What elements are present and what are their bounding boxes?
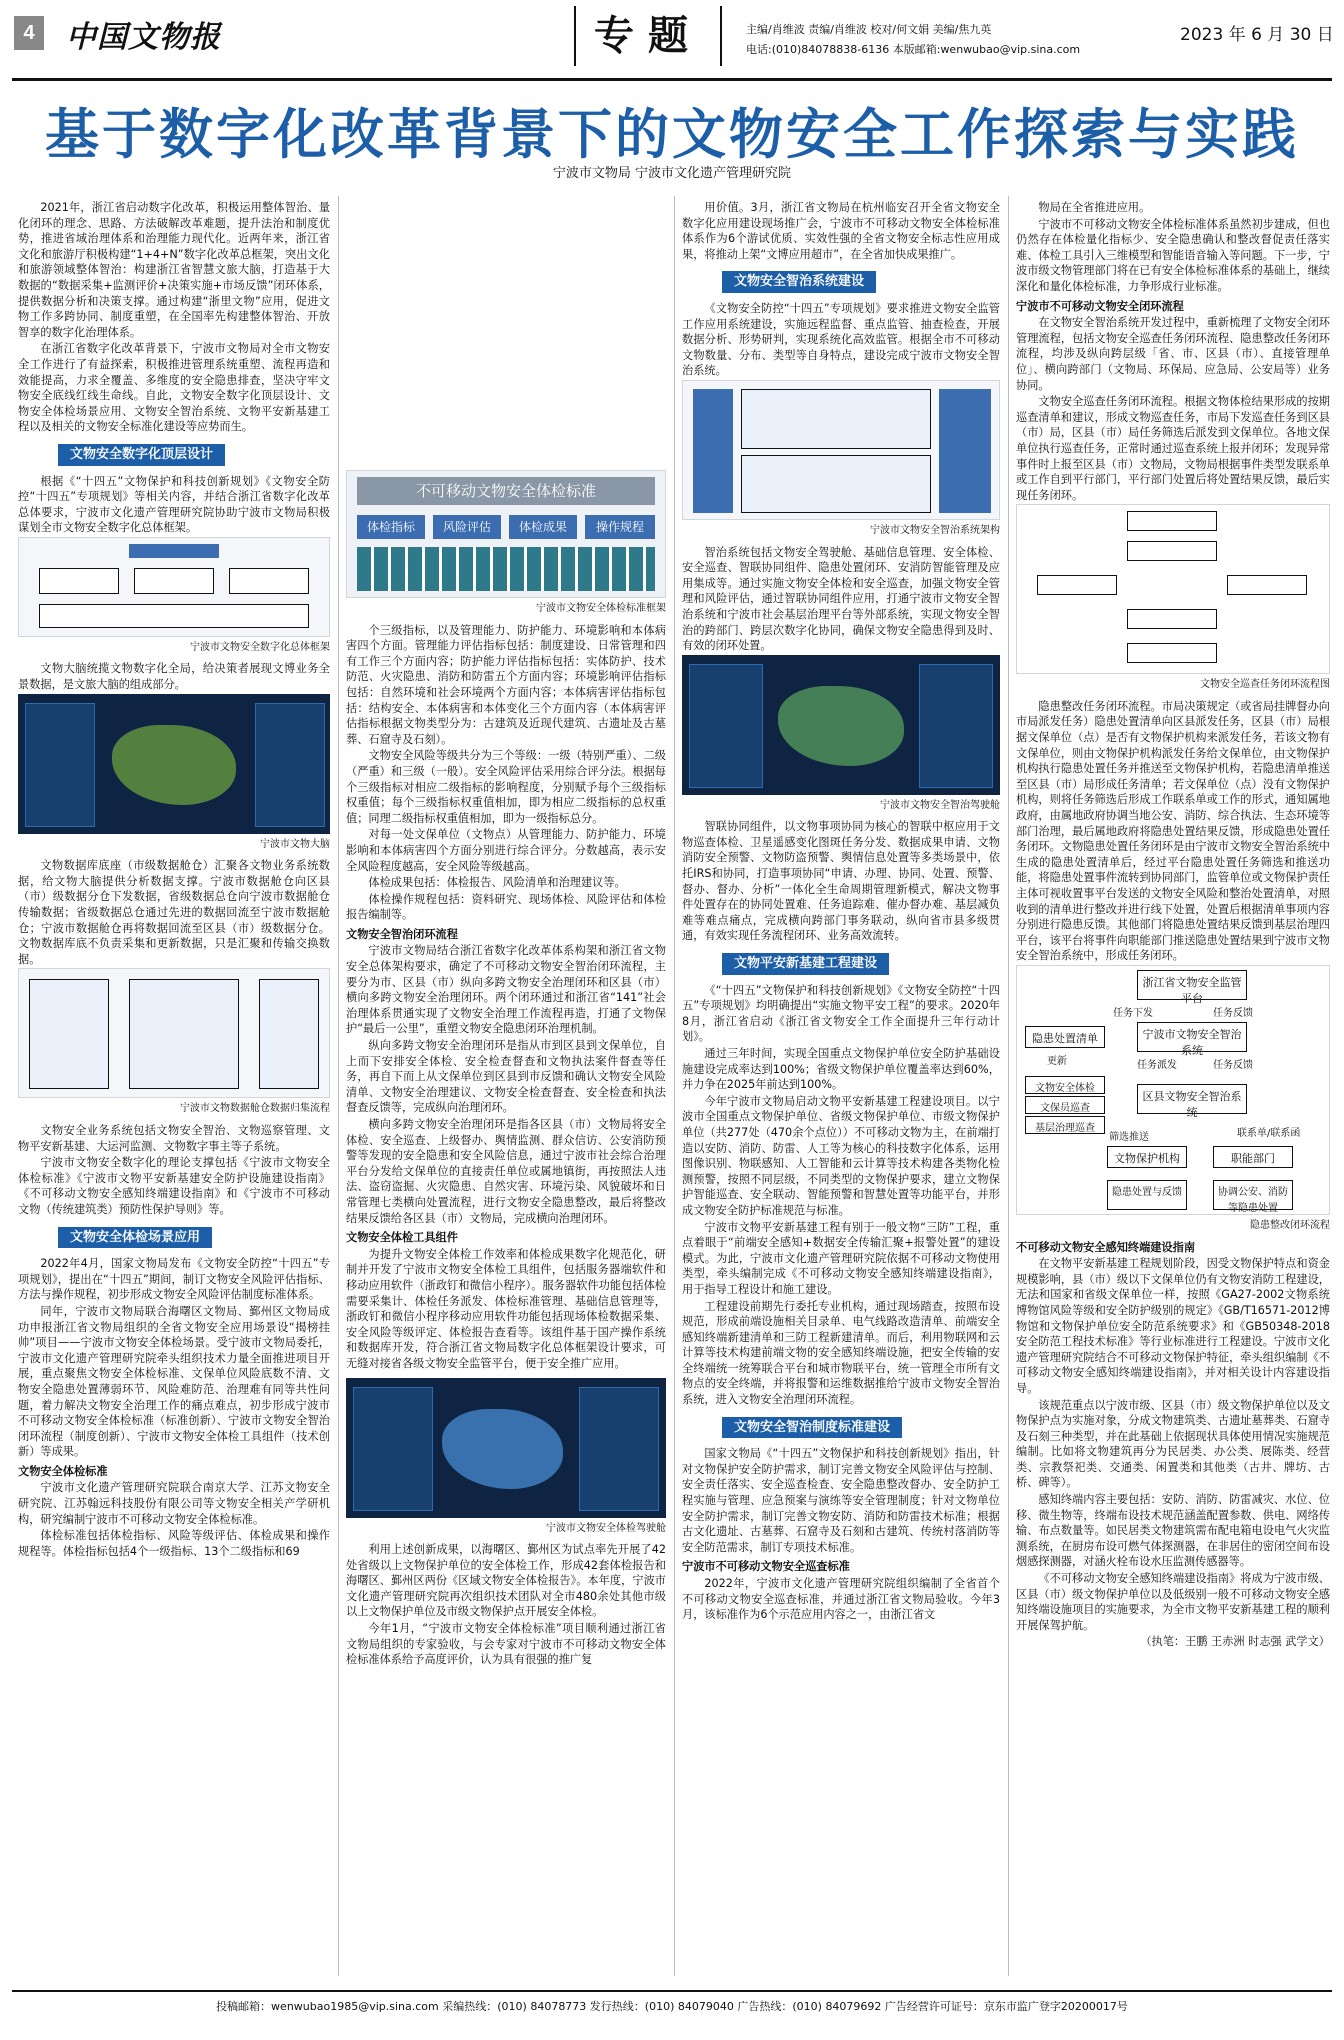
paragraph: 在文物平安新基建工程规划阶段，因受文物保护特点和资金规模影响，县（市）级以下文保单位仍有文物安消防工程建设，无法和国家和省级文保单位一样，按照《GA27-2002文物系统博物馆风险等级和安全防护级别的规定》《GB/T16571-2012博物馆和文物保护单位安全防范系统要求》和《GB50348-2018安全防范工程技术标准》等行业标准进行工程建设。宁波市文化遗产管理研究院结合不可移动文物保护特征，牵头组织编制《不可移动文物安全感知终端建设指南》，并对相关设计内容建设指导。 bbox=[1016, 1257, 1330, 1395]
section-heading: 文物安全智治制度标准建设 bbox=[722, 1417, 902, 1439]
flow-node: 基层治理巡查 bbox=[1025, 1116, 1105, 1134]
flow-node: 隐患处置与反馈 bbox=[1107, 1180, 1187, 1210]
framework-diagram-figure bbox=[18, 537, 330, 637]
paragraph: 个三级指标，以及管理能力、防护能力、环境影响和本体病害四个方面。管理能力评估指标包括：制度建设、日常管理和四有工作三个方面内容；防护能力评估指标包括：实体防护、技术防范、火灾隐患、消防和防雷五个方面内容；环境影响评估指标包括：自然环境和社会环境两个方面内容；本体病害评估指标包括：结构安全、本体病害和本体变化三个方面内容（本体病害评估指标根据文物类型分为：古建筑及近现代建筑、古遗址及古墓葬、石窟寺及石刻）。 bbox=[346, 623, 666, 746]
footer-contact: 投稿邮箱：wenwubao1985@vip.sina.com 采编热线：(010) 84078773 发行热线：(010) 84079040 广告热线：(010) 84079692 广告经营许可证号：京东市监广登字20200017号 bbox=[216, 2000, 1128, 2013]
paragraph: 通过三年时间，实现全国重点文物保护单位安全防护基础设施建设完成率达到100%；省级文物保护单位覆盖率达到60%，并力争在2025年前达到100%。 bbox=[682, 1047, 1000, 1092]
flow-node: 宁波市文物安全智治系统 bbox=[1137, 1022, 1247, 1052]
paragraph: 该规范重点以宁波市级、区县（市）级文物保护单位以及文物保护点为实施对象，分成文物建筑类、古遗址墓葬类、石窟寺及石刻三种类型，并在此基础上依据现状具体使用情况实施规范编制。比如将文物建筑再分为民居类、办公类、展陈类、经营类、宗教祭祀类、交通类、闲置类和其他类（古井、牌坊、古桥、碑等）。 bbox=[1016, 1398, 1330, 1490]
paragraph: 宁波市文物安全数字化的理论支撑包括《宁波市文物安全体检标准》《宁波市文物平安新基建安全防护设施建设指南》《不可移动文物安全感知终端建设指南》和《宁波市不可移动文物（传统建筑类）预防性保护导则》等。 bbox=[18, 1156, 330, 1216]
subheading: 文物安全体检标准 bbox=[18, 1464, 108, 1478]
paragraph: 2021年，浙江省启动数字化改革，积极运用整体智治、量化闭环的理念、思路、方法破解改革难题，提升法治和制度优势，推进省域治理体系和治理能力现代化。近两年来，浙江省文化和旅游厅积极构建“1+4+N”数字化改革总框架，突出文化和旅游领域整体智治：构建浙江省智慧文旅大脑，打造基于大数据的“数据采集+监测评价+决策实施+市场反馈”闭环体系，提供数据分析和决策支撑。通过构建“浙里文物”应用，促进文物工作多跨协同、制度重塑，在全国率先构建整体智治、开放智享的数字化治理体系。 bbox=[18, 201, 330, 339]
section-heading: 文物平安新基建工程建设 bbox=[722, 953, 889, 975]
flow-node: 区县文物安全智治系统 bbox=[1137, 1084, 1247, 1114]
flow-label: 任务下发 bbox=[1113, 1007, 1153, 1019]
paragraph: 文物大脑统揽文物数字化全局，给决策者展现文博业务全景数据，是文旅大脑的组成部分。 bbox=[18, 662, 330, 692]
data-warehouse-flow-figure bbox=[18, 968, 330, 1098]
column-3 bbox=[682, 200, 1000, 1980]
subheading: 文物安全智治闭环流程 bbox=[346, 927, 458, 941]
flow-label: 筛选推送 bbox=[1109, 1131, 1149, 1143]
paragraph: 体检标准包括体检指标、风险等级评估、体检成果和操作规程等。体检指标包括4个一级指标、13个二级指标和69 bbox=[18, 1529, 330, 1558]
paragraph: 用价值。3月，浙江省文物局在杭州临安召开全省文物安全数字化应用建设现场推广会，宁波市不可移动文物安全体检标准体系作为6个游试优质、实效性强的全省文物安全标志性应用成果，将推动上架“文博应用超市”，在全省加快成果推广。 bbox=[682, 201, 1000, 261]
contact-line: 电话:(010)84078838-6136 本版邮箱:wenwubao@vip.sina.com bbox=[746, 43, 1081, 56]
paragraph: 宁波市文物平安新基建工程有别于一般文物“三防”工程，重点着眼于“前端安全感知+数据安全传输汇聚+报警处置”的建设模式。为此，宁波市文化遗产管理研究院依据不可移动文物使用类型，牵头编制完成《不可移动文物安全感知终端建设指南》，用于指导工程设计和施工建设。 bbox=[682, 1220, 1000, 1296]
column-4 bbox=[1016, 200, 1330, 1980]
paragraph: 纵向多跨文物安全治理闭环是指从市到区县到文保单位，自上而下安排安全体检、安全检查督查和文物执法案件督查等任务，再自下而上从文保单位到区县到市反馈和确认文物安全风险清单、文物安全治理建议、文物安全检查督查、安全检查和执法督查反馈等，完成纵向治理闭环。 bbox=[346, 1039, 666, 1115]
figure-caption: 宁波市文物安全智治系统架构 bbox=[870, 524, 1000, 536]
paragraph: 智治系统包括文物安全驾驶舱、基础信息管理、安全体检、安全巡查、智联协同组件、隐患处置闭环、安消防智能管理及应用集成等。通过实施文物安全体检和安全巡查，加强文物安全管理和风险评估，通过智联协同组件应用，打通宁波市文物安全智治系统和宁波市社会基层治理平台等外部系统，实现文物安全智治的跨部门、跨层次数字化协同，确保文物安全隐患得到及时、有效的闭环处置。 bbox=[682, 545, 1000, 653]
standard-box: 操作规程 bbox=[585, 515, 655, 539]
paragraph: 今年1月，“宁波市文物安全体检标准”项目顺利通过浙江省文物局组织的专家验收，与会专家对宁波市不可移动文物安全体检标准体系给予高度评价，认为具有很强的推广复 bbox=[346, 1622, 666, 1667]
flow-node: 文物安全体检 bbox=[1025, 1076, 1105, 1094]
flow-label: 任务反馈 bbox=[1213, 1007, 1253, 1019]
governance-cockpit-figure bbox=[682, 655, 1000, 795]
hazard-flow-figure bbox=[1016, 965, 1330, 1215]
section-heading: 文物安全数字化顶层设计 bbox=[58, 444, 225, 466]
paragraph: 宁波市文物局结合浙江省数字化改革体系构架和浙江省文物安全总体架构要求，确定了不可移动文物安全智治闭环流程，主要分为市、区县（市）纵向多跨文物安全治理闭环和区县（市）横向多跨文物安全治理闭环。两个闭环通过和浙江省“141”社会治理体系贯通实现了文物安全治理工作流程再造，打通了文物保护“最后一公里”，重塑文物安全隐患闭环治理机制。 bbox=[346, 944, 666, 1036]
paragraph: 为提升文物安全体检工作效率和体检成果数字化规范化，研制并开发了宁波市文物安全体检工具组件，包括服务器端软件和移动应用软件（浙政钉和微信小程序）。服务器软件功能包括体检需要采集计、体检任务派发、体检标准管理、基础信息管理等，浙政钉和微信小程序移动应用软件功能包括现场体检数据采集、安全风险等级评定、体检报告查看等。该组件基于国产操作系统和数据库开发，符合浙江省文物局数字化总体框架设计要求，可无缝对接省各级文物安全监管平台，便于安全推广应用。 bbox=[346, 1247, 666, 1370]
column-divider bbox=[338, 196, 339, 1976]
paragraph: 工程建设前期先行委托专业机构，通过现场踏查，按照布设规范，形成前端设施相关目录单、电气线路改造清单、前端安全感知终端新建清单和三防工程新建清单。而后，利用物联网和云计算等技术构建前端文物的安全感知终端设施，把安全传输的安全终端统一统筹联合平台和城市物联平台，统一管理全市所有文物点的安全终端，并将报警和运维数据推给宁波市文物安全智治系统，进入文物安全治理闭环流程。 bbox=[682, 1299, 1000, 1407]
paragraph: 体检操作规程包括：资料研究、现场体检、风险评估和体检报告编制等。 bbox=[346, 892, 666, 922]
paragraph: 利用上述创新成果，以海曙区、鄞州区为试点率先开展了42处省级以上文物保护单位的安全体检工作，形成42套体检报告和海曙区、鄞州区两份《区域文物安全体检报告》。本年度，宁波市文化遗产管理研究院再次组织技术团队对全市480余处其他市级以上文物保护单位及市级文物保护点开展安全体检。 bbox=[346, 1543, 666, 1619]
figure-caption: 宁波市文物安全数字化总体框架 bbox=[190, 641, 330, 653]
paragraph: 宁波市不可移动文物安全体检标准体系虽然初步建成，但也仍然存在体检量化指标少、安全隐患确认和整改督促责任落实难、体检工具引入三维模型和智能语音输入等问题。下一步，宁波市级文物管理部门将在已有安全体检标准体系的基础上，继续深化和量化体检标准，力争形成行业标准。 bbox=[1016, 217, 1330, 293]
flow-node: 浙江省文物安全监管平台 bbox=[1137, 970, 1247, 1000]
figure-caption: 宁波市文物安全体检标准框架 bbox=[536, 603, 666, 614]
page-number: 4 bbox=[14, 16, 44, 50]
column-divider bbox=[1008, 196, 1009, 1976]
flow-label: 联系单/联系函 bbox=[1237, 1127, 1301, 1139]
figure-caption: 宁波市文物大脑 bbox=[260, 838, 330, 850]
standard-box: 体检成果 bbox=[509, 515, 577, 539]
paragraph: 文物安全业务系统包括文物安全智治、文物巡察管理、文物平安新基建、大运河监测、文物数字事主等子系统。 bbox=[18, 1124, 330, 1153]
section-title: 专题 bbox=[574, 6, 722, 66]
newspaper-masthead: 中国文物报 bbox=[66, 20, 221, 55]
standard-box: 体检指标 bbox=[357, 515, 425, 539]
flow-node: 文保员巡查 bbox=[1025, 1096, 1105, 1114]
article-byline: 宁波市文物局 宁波市文化遗产管理研究院 bbox=[552, 166, 792, 181]
paragraph: 感知终端内容主要包括：安防、消防、防雷减灾、水位、位移、微生物等，终端布设技术规范涵盖配置参数、供电、网络传输、布点数量等。如民居类文物建筑需布配电箱电设电气火灾监测系统，在厨房布设可燃气体探测器，在非居住的密闭空间布设烟感探测器，对涵火栓布设水压监测传感器等。 bbox=[1016, 1493, 1330, 1569]
column-divider bbox=[674, 196, 675, 1976]
patrol-flow-figure bbox=[1016, 504, 1330, 674]
article-title: 基于数字化改革背景下的文物安全工作探索与实践 bbox=[45, 102, 1299, 166]
cultural-relics-brain-figure bbox=[18, 694, 330, 834]
paragraph: 对每一处文保单位（文物点）从管理能力、防护能力、环境影响和本体病害四个方面分别进行综合评分。分数越高，表示安全风险程度越高，安全风险等级越高。 bbox=[346, 828, 666, 873]
paragraph: 2022年4月，国家文物局发布《文物安全防控“十四五”专项规划》，提出在“十四五”期间，制订文物安全风险评估指标、方法与操作规程，初步形成文物安全风险评估制度标准体系。 bbox=[18, 1257, 330, 1302]
author-credit: （执笔：王鹏 王赤洲 时志强 武学文） bbox=[1140, 1635, 1330, 1649]
flow-label: 更新 bbox=[1047, 1055, 1067, 1067]
column-2 bbox=[346, 470, 666, 1980]
figure-caption: 隐患整改闭环流程 bbox=[1250, 1219, 1330, 1231]
section-heading: 文物安全智治系统建设 bbox=[722, 271, 876, 293]
header-rule bbox=[12, 78, 1332, 81]
flow-node: 文物保护机构 bbox=[1107, 1146, 1187, 1168]
flow-node: 协调公安、消防等隐患处置 bbox=[1213, 1180, 1293, 1210]
issue-date: 2023 年 6 月 30 日 bbox=[1180, 25, 1334, 45]
standard-box: 风险评估 bbox=[433, 515, 501, 539]
figure-caption: 宁波市文物数据舱仓数据归集流程 bbox=[180, 1103, 330, 1115]
editor-line: 主编/肖维波 责编/肖维波 校对/何文娟 美编/焦九英 bbox=[746, 23, 992, 36]
paragraph: 今年宁波市文物局启动文物平安新基建工程建设项目。以宁波市全国重点文物保护单位、省级文物保护单位、市级文物保护单位（共277处（470余个点位））不可移动文物为主，在前端打造以安防、消防、防雷、人工等为核心的科技数字化体系，运用图像识别、物联感知、人工智能和云计算等技术构建各类物化检测预警，按照不同层级，不同类型的文物保护要求，建立文物保护智能巡查、安全联动、智能预警和智慧处置等功能平台，并形成文物安全防护标准规范与标准。 bbox=[682, 1094, 1000, 1217]
figure-title: 不可移动文物安全体检标准 bbox=[357, 477, 655, 505]
paragraph: 国家文物局《“十四五”文物保护和科技创新规划》指出，针对文物保护安全防护需求，制订完善文物安全风险评估与控制、安全责任落实、安全巡查检查、安全隐患整改督办、安全防护工程实施与管理、应急预案与演练等安全管理制度；针对文物单位安全防护需求，制订完善文物安防、消防和防雷技术标准；根据古文化遗址、古墓葬、石窟寺及石刻和古建筑、传统村落消防等安全防范需求，制订专项技术标准。 bbox=[682, 1447, 1000, 1554]
subheading: 宁波市不可移动文物安全巡查标准 bbox=[682, 1560, 850, 1574]
subheading: 宁波市不可移动文物安全闭环流程 bbox=[1016, 299, 1184, 313]
flow-node: 隐患处置清单 bbox=[1025, 1026, 1105, 1048]
paragraph: 同年，宁波市文物局联合海曙区文物局、鄞州区文物局成功申报浙江省文物局组织的全省文物安全应用场景设“揭榜挂帅”项目——宁波市文物安全体检场景。受宁波市文物局委托，宁波市文化遗产管理研究院牵头组织技术力量全面推进项目开展，重点聚焦文物安全体检标准、文保单位风险底数不清、文物安全隐患处置薄弱环节、风险难防范、治理难有同等共性问题，着力解决文物安全治理工作的痛点难点，初步形成宁波市不可移动文物安全体检标准（标准创新）、宁波市文物安全智治闭环流程（制度创新）、宁波市文物安全体检工具组件（技术创新）等成果。 bbox=[18, 1304, 330, 1459]
flow-node: 职能部门 bbox=[1213, 1146, 1293, 1168]
paragraph: 《文物安全防控“十四五”专项规划》要求推进文物安全监管工作应用系统建设，实施远程监督、重点监管、抽查检查，开展数据分析、形势研判，实现系统化高效监管。根据全市不可移动文物数量、分布、类型等自身特点，建设完成宁波市文物安全智治系统。 bbox=[682, 301, 1000, 378]
footer-rule bbox=[12, 1990, 1332, 1992]
paragraph: 物局在全省推进应用。 bbox=[1038, 201, 1151, 214]
figure-caption: 宁波市文物安全智治驾驶舱 bbox=[880, 799, 1000, 811]
subheading: 不可移动文物安全感知终端建设指南 bbox=[1016, 1240, 1196, 1254]
section-heading: 文物安全体检场景应用 bbox=[58, 1227, 212, 1249]
paragraph: 《“十四五”文物保护和科技创新规划》《文物安全防控“十四五”专项规划》均明确提出“实施文物平安工程”的要求。2020年8月，浙江省启动《浙江省文物安全工作全面提升三年行动计划》。 bbox=[682, 983, 1000, 1044]
paragraph: 隐患整改任务闭环流程。市局决策规定（或省局挂牌督办向市局派发任务）隐患处置清单向区县派发任务，区县（市）局根据文保单位（点）是否有文物保护机构来派发任务，若该文物有文保单位，则由文物保护机构派发任务给文保单位，由文物保护机构执行隐患处置任务并推送至文物保护机构，若隐患清单推送至区县（市）局形成任务清单；若文保单位（点）没有文物保护机构，则将任务筛选后形成工作联系单或工作的形式，通知属地政府，由属地政府协调当地公安、消防、综合执法、生态环境等部门治理，最后属地政府将隐患处置结果反馈，形成隐患处置任务闭环。文物隐患处置任务闭环是由宁波市文物安全智治系统中生成的隐患处置清单后，经过平台隐患处置任务筛选和推送功能，将隐患处置事件流转到协同部门，监管单位或文物保护责任主体可视收置事平台发送的文物安全风险和整治处置清单，对照收到的清单进行整改并进行线下处置，处置后根据清单事项内容分别进行隐患反馈。其他部门将隐患处置结果反馈到基层治理四平台，该平台将事件向职能部门推送隐患处置结果到宁波市文物安全智治系统中，形成任务闭环。 bbox=[1016, 699, 1330, 963]
inspection-standard-figure bbox=[346, 470, 666, 598]
inspection-cockpit-figure bbox=[346, 1378, 666, 1518]
paragraph: 在文物安全智治系统开发过程中，重新梳理了文物安全闭环管理流程，包括文物安全巡查任务闭环流程、隐患整改任务闭环流程，均涉及纵向跨层级「省、市、区县（市）、直接管理单位」、横向跨部门（文物局、环保局、应急局、公安局等）业务协同。 bbox=[1016, 316, 1330, 392]
paragraph: 体检成果包括：体检报告、风险清单和治理建议等。 bbox=[368, 876, 626, 890]
paragraph: 横向多跨文物安全治理闭环是指各区县（市）文物局将安全体检、安全巡查、上级督办、舆情监测、群众信访、公安消防预警等发现的安全隐患和安全风险信息，通过宁波市社会综合治理平台分发给文保单位的直接责任单位或属地镇街，再按照法人违法、盗窃盗掘、火灾隐患、自然灾害、环境污染、风貌破坏和日常管理七类横向处置流程，进行文物安全隐患整改，最后将整改结果反馈给各区县（市）文物局，完成横向治理闭环。 bbox=[346, 1118, 666, 1225]
figure-caption: 宁波市文物安全体检驾驶舱 bbox=[546, 1522, 666, 1534]
paragraph: 智联协同组件，以文物事项协同为核心的智联中枢应用于文物巡查体检、卫星遥感变化图斑任务分发、数据成果申请、文物消防安全预警、文物防盗预警、舆情信息处置等多类场景中，依托IRS和协同，打造事项协同“申请、办理、协同、处置、预警、督办、督办、分析”一体化全生命周期管理新模式，解决文物事件处置存在的协同处置难、任务追踪难、催办督办难、基层减负难等难点痛点，完成横向跨部门事务联动，纵向省市县多级贯通，有效实现任务流程闭环、业务高效流转。 bbox=[682, 820, 1000, 943]
editor-info bbox=[746, 20, 1080, 60]
paragraph: 宁波市文化遗产管理研究院联合南京大学、江苏文物安全研究院、江苏翰远科技股份有限公司等文物安全相关产学研机构，研究编制宁波市不可移动文物安全体检标准。 bbox=[18, 1481, 330, 1526]
paragraph: 文物安全风险等级共分为三个等级：一级（特别严重）、二级（严重）和三级（一般）。安全风险评估采用综合评分法。根据每个三级指标对相应二级指标的影响程度，分别赋予每个三级指标权重值；每个三级指标权重值相加，即为相应二级指标的总权重值；同理二级指标权重值相加，即为一级指标总分。 bbox=[346, 749, 666, 825]
paragraph: 根据《“十四五”文物保护和科技创新规划》《文物安全防控“十四五”专项规划》等相关内容，并结合浙江省数字化改革总体要求，宁波市文化遗产管理研究院协助宁波市文物局积极谋划全市文物安全数字化总体框架。 bbox=[18, 474, 330, 535]
column-2-top bbox=[346, 200, 666, 460]
column-1 bbox=[18, 200, 330, 1980]
paragraph: 2022年，宁波市文化遗产管理研究院组织编制了全省首个不可移动文物安全巡查标准，并通过浙江省文物局验收。今年3月，该标准作为6个示范应用内容之一，由浙江省文 bbox=[682, 1577, 1000, 1622]
flow-label: 任务反馈 bbox=[1213, 1059, 1253, 1071]
flow-label: 任务派发 bbox=[1137, 1059, 1177, 1071]
figure-caption: 文物安全巡查任务闭环流程图 bbox=[1200, 679, 1330, 691]
paragraph: 文物安全巡查任务闭环流程。根据文物体检结果形成的按期巡查清单和建议，形成文物巡查任务，市局下发巡查任务到区县（市）局，区县（市）局任务筛选后派发到文保单位。各地文保单位执行巡查任务，正常时通过巡查系统上报并闭环；发现异常事件时上报至区县（市）文物局，文物局根据事件类型发联系单或工作自到平行部门，平行部门处置后将处置结果反馈，最后实现任务闭环。 bbox=[1016, 395, 1330, 502]
governance-architecture-figure bbox=[682, 380, 1000, 520]
paragraph: 文物数据库底座（市级数据舱仓）汇聚各文物业务系统数据，给文物大脑提供分析数据支撑。宁波市数据舱仓向区县（市）级数据分仓下发数据，省级数据总仓向宁波市数据舱仓传输数据；省级数据总仓通过先进的数据回流至宁波市数据舱仓；宁波市数据舱仓再将数据回流至区县（市）级数据分仓。文物数据库底不负责采集和更新数据，只是汇聚和传输交换数据。 bbox=[18, 859, 330, 966]
paragraph: 在浙江省数字化改革背景下，宁波市文物局对全市文物安全工作进行了有益探索，积极推进管理系统重塑、流程再造和效能提高，力求全覆盖、多维度的安全隐患排查，坚决守牢文物安全底线红线生命线。自此，文物安全数字化顶层设计、文物安全体检场景应用、文物安全智治系统、文物平安新基建工程以及相关的文物安全标准化建设等应势而生。 bbox=[18, 342, 330, 434]
subheading: 文物安全体检工具组件 bbox=[346, 1231, 458, 1245]
paragraph: 《不可移动文物安全感知终端建设指南》将成为宁波市级、区县（市）级文物保护单位以及低级别一般不可移动文物安全感知终端设施项目的实施要求，为全市文物平安新基建工程的顺利开展保驾护航。 bbox=[1016, 1572, 1330, 1632]
